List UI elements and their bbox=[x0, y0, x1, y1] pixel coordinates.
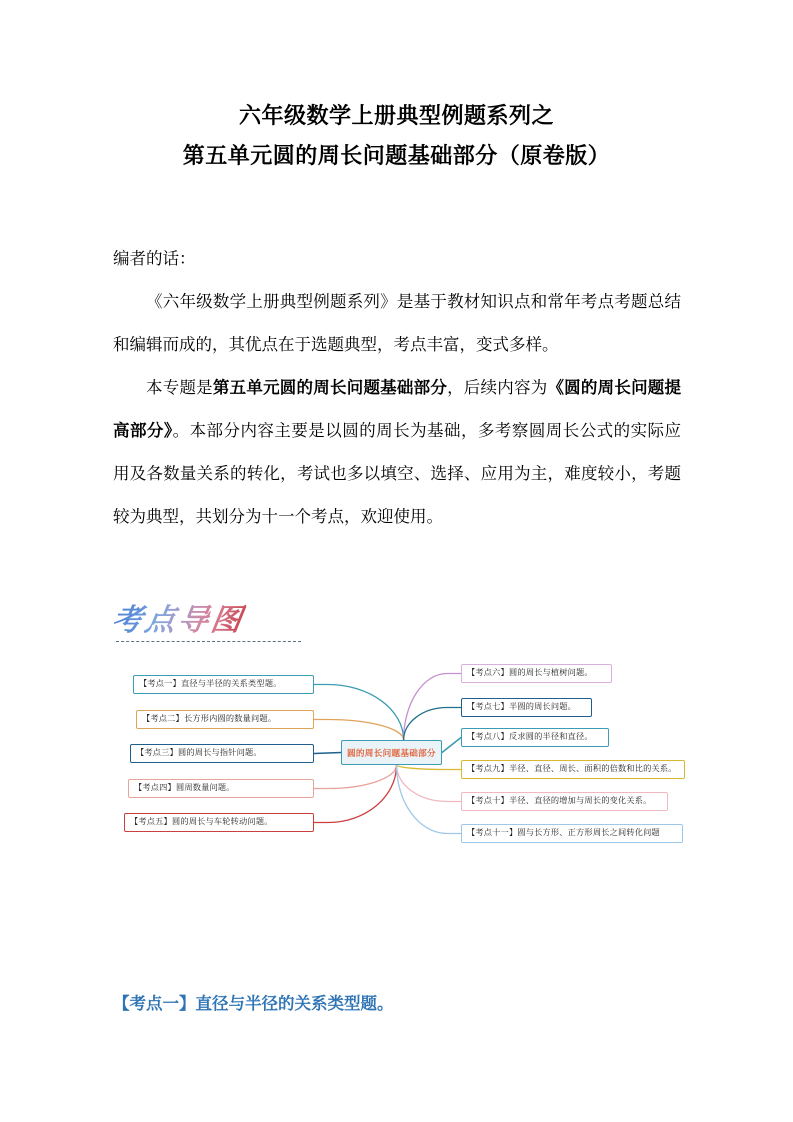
mindmap-heading-underline bbox=[116, 641, 301, 642]
mindmap-node-label: 【考点三】圆的周长与指针问题。 bbox=[136, 748, 262, 758]
preface-paragraph-2 bbox=[113, 367, 681, 539]
mindmap-connector bbox=[442, 738, 461, 753]
para2-part-2: ，后续内容为 bbox=[447, 379, 548, 397]
mindmap-node-label: 【考点九】半径、直径、周长、面积的倍数和比的关系。 bbox=[467, 764, 677, 774]
mindmap-node-right-6[interactable] bbox=[461, 824, 683, 843]
mindmap-node-right-1[interactable] bbox=[461, 664, 612, 683]
mindmap-node-left-2[interactable] bbox=[136, 710, 314, 729]
mindmap-connector bbox=[397, 765, 461, 802]
mindmap-node-right-2[interactable] bbox=[461, 698, 592, 717]
mindmap-connector bbox=[404, 674, 461, 741]
mindmap-node-label: 【考点八】反求圆的半径和直径。 bbox=[467, 732, 593, 742]
mindmap-connector bbox=[314, 685, 404, 741]
section-heading-kaodian-1: 【考点一】直径与半径的关系类型题。 bbox=[113, 995, 394, 1013]
mindmap-node-label: 【考点二】长方形内圆的数量问题。 bbox=[142, 714, 277, 724]
mindmap-heading-text: 考点导图 bbox=[109, 601, 247, 641]
preface-paragraph-1: 《六年级数学上册典型例题系列》是基于教材知识点和常年考点考题总结和编辑而成的，其优点在于选题典型，考点丰富，变式多样。 bbox=[113, 293, 681, 354]
mindmap-connector bbox=[314, 765, 397, 789]
mindmap-node-left-4[interactable] bbox=[128, 779, 314, 798]
preface-label: 编者的话： bbox=[113, 250, 196, 268]
mindmap-node-right-5[interactable] bbox=[461, 792, 668, 811]
title-line-2: 第五单元圆的周长问题基础部分（原卷版） bbox=[182, 143, 611, 168]
para2-bold-2: 《圆的周长问题提高部分》 bbox=[113, 379, 682, 440]
mindmap-connector bbox=[314, 765, 397, 823]
title-line-1: 六年级数学上册典型例题系列之 bbox=[238, 103, 554, 128]
mindmap-connector bbox=[314, 720, 404, 741]
mindmap-node-left-1[interactable] bbox=[133, 675, 314, 694]
mindmap-node-label: 【考点十一】圆与长方形、正方形周长之间转化问题 bbox=[467, 828, 660, 838]
mindmap-connector bbox=[404, 708, 461, 741]
mindmap-node-label: 【考点六】圆的周长与植树问题。 bbox=[467, 668, 593, 678]
mindmap-node-left-5[interactable] bbox=[124, 813, 314, 832]
mindmap-connector bbox=[314, 753, 341, 754]
mindmap-heading bbox=[109, 601, 312, 653]
mindmap-node-left-3[interactable] bbox=[130, 744, 314, 763]
mindmap-node-label: 【考点一】直径与半径的关系类型题。 bbox=[139, 679, 282, 689]
para2-bold-1: 第五单元圆的周长问题基础部分 bbox=[212, 379, 448, 397]
mindmap-node-right-4[interactable] bbox=[461, 760, 685, 779]
mindmap-center-label: 圆的周长问题基础部分 bbox=[347, 747, 436, 758]
mindmap-node-label: 【考点五】圆的周长与车轮转动问题。 bbox=[130, 817, 273, 827]
document-title bbox=[0, 96, 793, 176]
mindmap-node-label: 【考点七】半圆的周长问题。 bbox=[467, 702, 577, 712]
mindmap-node-label: 【考点十】半径、直径的增加与周长的变化关系。 bbox=[467, 796, 652, 806]
para2-part-3: 。本部分内容主要是以圆的周长为基础，多考察圆周长公式的实际应用及各数量关系的转化，考试也多以填空、选择、应用为主，难度较小，考题较为典型，共划分为十一个考点，欢迎使用。 bbox=[113, 422, 682, 526]
mindmap-node-right-3[interactable] bbox=[461, 728, 609, 747]
mindmap-connector bbox=[397, 765, 461, 770]
mindmap-center-node[interactable] bbox=[341, 740, 442, 765]
mindmap-connector bbox=[397, 765, 461, 834]
mindmap-node-label: 【考点四】圆周数量问题。 bbox=[134, 783, 235, 793]
para2-part-1: 本专题是 bbox=[146, 379, 213, 397]
preface-body bbox=[113, 238, 681, 539]
